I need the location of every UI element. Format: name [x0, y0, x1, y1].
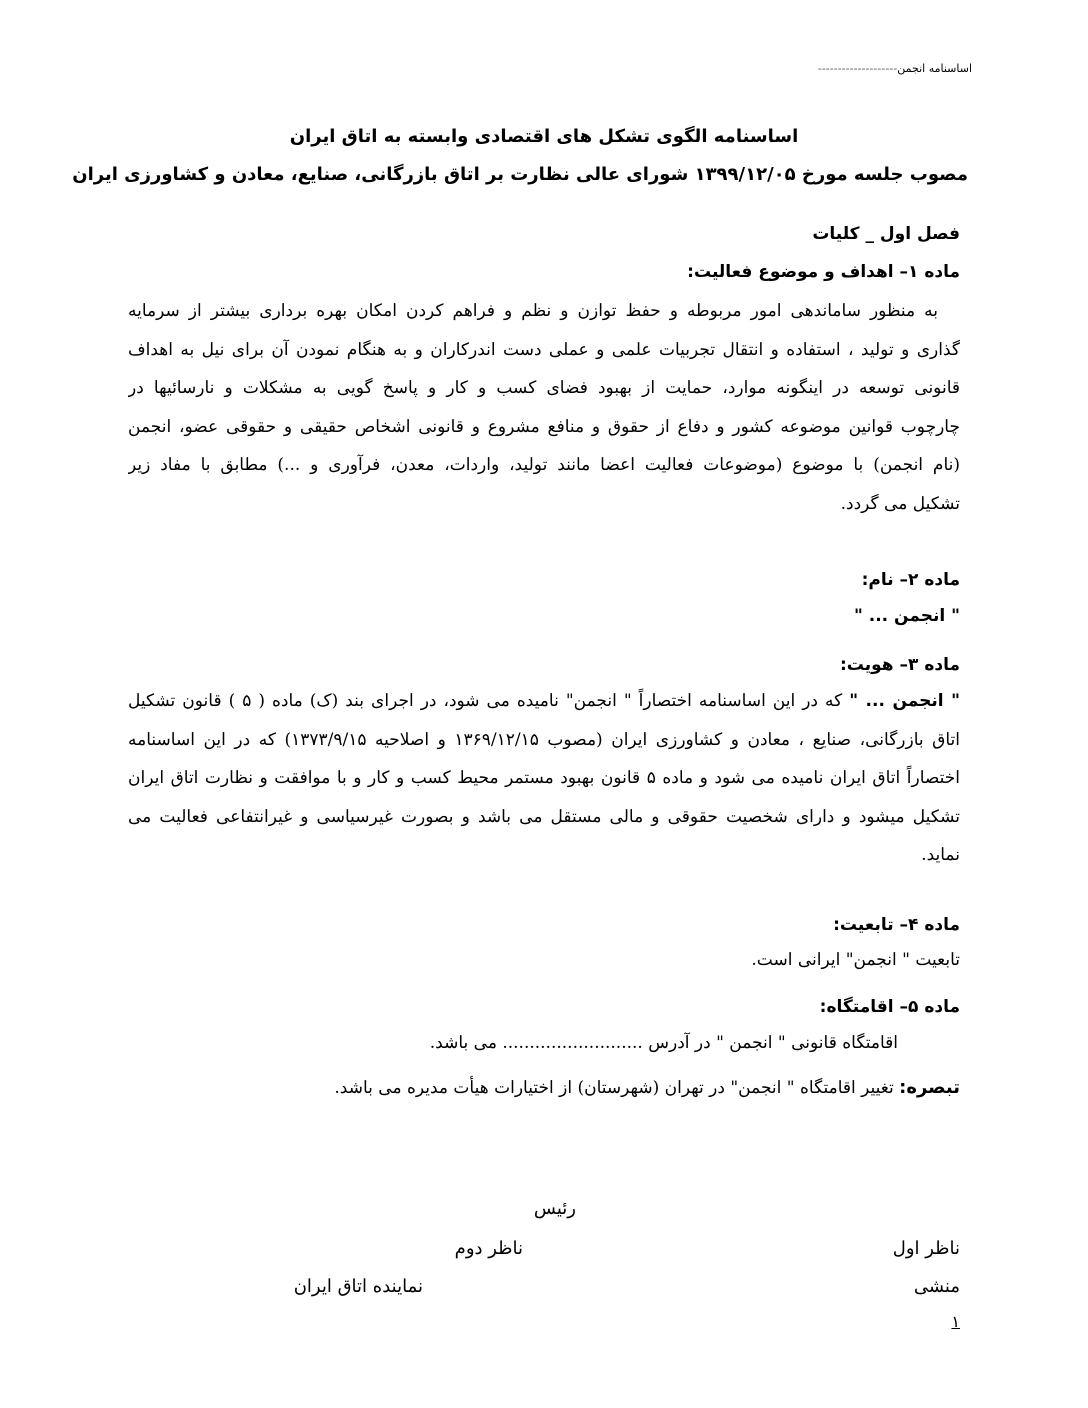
- signature-first-inspector: ناظر اول: [892, 1238, 960, 1259]
- article-3-line: اختصاراً اتاق ایران نامیده می شود و ماده ۵ قانون بهبود مستمر محیط کسب و کار و با موافقت و نظارت اتاق ایران: [128, 768, 960, 788]
- article-3-line: تشکیل میشود و دارای شخصیت حقوقی و مالی مستقل می باشد و بصورت غیرسیاسی و غیرانتفاعی فعالیت می: [128, 806, 960, 827]
- chapter-heading: فصل اول _ کلیات: [812, 224, 960, 244]
- signature-secretary: منشی: [913, 1276, 960, 1297]
- approval-subtitle: مصوب جلسه مورخ ۱۳۹۹/۱۲/۰۵ شورای عالی نظارت بر اتاق بازرگانی، صنایع، معادن و کشاورزی ایران: [72, 164, 968, 185]
- article-5-body: اقامتگاه قانونی " انجمن " در آدرس .......................... می باشد.: [429, 1033, 898, 1053]
- document-title: اساسنامه الگوی تشکل های اقتصادی وابسته به اتاق ایران: [289, 126, 799, 147]
- page-number: ۱: [951, 1312, 960, 1331]
- article-3-line-rest: که در این اساسنامه اختصاراً " انجمن" نامیده می شود، در اجرای بند (ک) ماده ( ۵ ) قانون تشکیل: [128, 691, 850, 711]
- article-4-heading: ماده ۴– تابعیت:: [833, 915, 960, 935]
- article-2-body: " انجمن ... ": [853, 606, 960, 626]
- article-4-body: تابعیت " انجمن" ایرانی است.: [751, 950, 960, 970]
- article-1-line: (نام انجمن) با موضوع (موضوعات فعالیت اعضا مانند تولید، واردات، معدن، فرآوری و ...) مطابق با مفاد زیر: [128, 455, 960, 475]
- running-header-dashes: --------------------: [817, 62, 898, 75]
- article-1-heading: ماده ۱– اهداف و موضوع فعالیت:: [687, 262, 960, 282]
- article-3-body: [128, 682, 960, 875]
- signature-chamber-representative: نماینده اتاق ایران: [293, 1276, 423, 1297]
- association-name-bold: " انجمن ... ": [849, 691, 960, 711]
- article-3-line: [128, 682, 960, 721]
- article-5-heading: ماده ۵– اقامتگاه:: [819, 997, 960, 1017]
- note-label: تبصره:: [899, 1077, 960, 1098]
- signature-second-inspector: ناظر دوم: [454, 1238, 523, 1259]
- article-1-line: چارچوب قوانین موضوعه کشور و دفاع از حقوق و منافع مشروع و قانونی اشخاص حقیقی و حقوقی عضو، انجمن: [128, 416, 960, 437]
- article-1-line: قانونی توسعه در اینگونه موارد، حمایت از بهبود فضای کسب و کار و پاسخ گویی به مشکلات و نارسائیها در: [128, 378, 960, 398]
- article-1-line: گذاری و تولید ، استفاده و انتقال تجربیات علمی و عملی دست اندرکاران و به هنگام نمودن آن برای نیل به اهداف: [128, 339, 960, 360]
- article-3-line: نماید.: [921, 845, 960, 865]
- article-2-heading: ماده ۲– نام:: [861, 570, 960, 590]
- signature-president: رئیس: [533, 1198, 576, 1219]
- note-body: تغییر اقامتگاه " انجمن" در تهران (شهرستان) از اختیارات هیأت مدیره می باشد.: [334, 1078, 900, 1098]
- article-5-note: [334, 1077, 960, 1098]
- running-header: [818, 62, 972, 75]
- article-1-body: [128, 292, 960, 523]
- article-3-heading: ماده ۳– هویت:: [839, 655, 960, 675]
- article-1-line: تشکیل می گردد.: [840, 493, 960, 514]
- running-header-title: اساسنامه انجمن: [897, 62, 972, 75]
- article-1-line: به منظور ساماندهی امور مربوطه و حفظ توازن و نظم و فراهم کردن امکان بهره برداری بیشتر از سرمایه: [128, 301, 938, 321]
- article-3-line: اتاق بازرگانی، صنایع ، معادن و کشاورزی ایران (مصوب ۱۳۶۹/۱۲/۱۵ و اصلاحیه ۱۳۷۳/۹/۱۵) که در این اساسنامه: [128, 729, 960, 750]
